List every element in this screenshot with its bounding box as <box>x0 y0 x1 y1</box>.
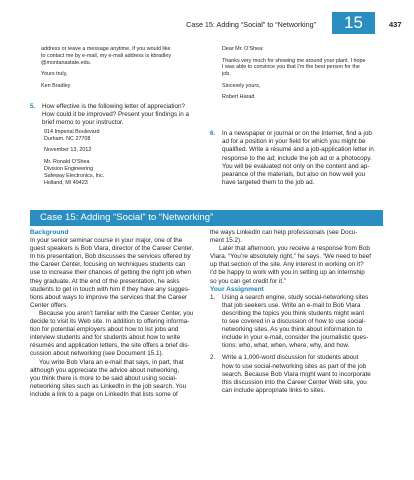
letter-right-salutation: Dear Mr. O’Shea: <box>222 46 264 52</box>
page-number: 437 <box>389 20 402 29</box>
case-section-banner <box>30 210 383 226</box>
assignment-item-2: 2. Write a 1,000-word discussion for students about how to use social-networking sites as part of the job search. Because Bob Vlara might want to incorporate this discussion into the Career Center Web site, you can include appropriate links to sites. <box>210 354 371 394</box>
case-title: Case 15: Adding “Social” to “Networking” <box>40 212 214 223</box>
assignment-number: 1. <box>210 293 216 301</box>
sender-address: 914 Imperial Boulevard Durham, NC 27708 <box>44 129 100 142</box>
response-paragraph: Later that afternoon, you receive a response from Bob Vlara. “You’re absolutely right,” he says. “We need to beef up that section of the site. Any interest in working on it? I’d be happy to work with you in setting up an internship so you can get credit for it.” <box>210 245 372 285</box>
assignment-item-1: 1. Using a search engine, study social-networking sites that job seekers use. Write an e-mail to Bob Vlara describing the topics you think students might want to see covered in a discussion of how to use social- networking sites. As you think about information to include in your e-mail, consider the journalistic ques- tions: who, what, when, where, why, and how. <box>210 293 369 350</box>
appreciation-letter-heading <box>44 129 204 187</box>
exercise-text: In a newspaper or journal or on the Internet, find a job ad for a position in your field for which you might be qualified. Write a résumé and a job-application letter in response to the ad; include the job ad or a photocopy. You will be evaluated not only on the content and ap- pearance of the materials, but also on how well you have targeted them to the job ad. <box>222 130 374 187</box>
background-heading: Background <box>30 229 69 236</box>
letter-left-closing: Yours truly, <box>41 71 68 78</box>
letter-right-fragment <box>222 46 382 101</box>
exercise-number: 5. <box>30 103 36 110</box>
running-title: Case 15: Adding “Social” to “Networking” <box>186 20 316 29</box>
left-column <box>30 229 204 399</box>
letter-right-body: Thanks very much for showing me around your plant. I hope I was able to convince you that I’m the best person for the job. <box>222 57 366 78</box>
right-column <box>210 229 386 395</box>
letter-date: November 13, 2012 <box>44 147 92 154</box>
letter-right-closing: Sincerely yours, <box>222 82 261 89</box>
continued-paragraph: the ways LinkedIn can help professionals (see Docu- ment 15.2). <box>210 229 358 245</box>
letter-left-signature: Ken Bradley <box>41 82 71 89</box>
exercise-5 <box>30 103 210 128</box>
background-paragraph-1: In your senior seminar course in your major, one of the guest speakers is Bob Vlara, director of the Career Center. In his presentation, Bob discusses the services offered by the Career Center, focusing on techniques students can use to increase their chances of getting the right job when they graduate. At the end of the presentation, he asks students to get in touch with him if they have any sugges- tions about ways to improve the services that the Career Center offers. <box>30 237 194 309</box>
inside-address: Mr. Ronald O’Shea Division Engineering Safeway Electronics, Inc. Holland, MI 49423 <box>44 158 105 186</box>
assignment-heading: Your Assignment <box>210 285 264 293</box>
exercise-text: How effective is the following letter of appreciation? How could it be improved? Present your findings in a brief memo to your instructor. <box>42 103 190 127</box>
letter-right-signature: Robert Harad <box>222 94 255 101</box>
background-paragraph-3: You write Bob Vlara an e-mail that says, in part, that although you appreciate the advice about networking, you think there is more to be said about using social- networking sites such as LinkedIn in the job search. You include a link to a page on LinkedIn that lists some of <box>30 358 187 398</box>
letter-left-fragment <box>41 46 201 90</box>
chapter-number-box: 15 <box>332 12 375 34</box>
letter-left-intro: address or leave a message anytime. If you would like to contact me by e-mail, my e-mail address is kbradley @montanastate.edu. <box>41 46 172 66</box>
assignment-number: 2. <box>210 354 216 362</box>
exercise-number: 6. <box>210 130 216 137</box>
background-paragraph-2: Because you aren’t familiar with the Career Center, you decide to visit its Web site. In addition to offering informa- tion for potential employers about how to list jobs and interview students and for students about how to write résumés and application letters, the site offers a brief dis- cussion about networking (see Document 15.1). <box>30 309 194 358</box>
exercise-6 <box>210 130 386 187</box>
